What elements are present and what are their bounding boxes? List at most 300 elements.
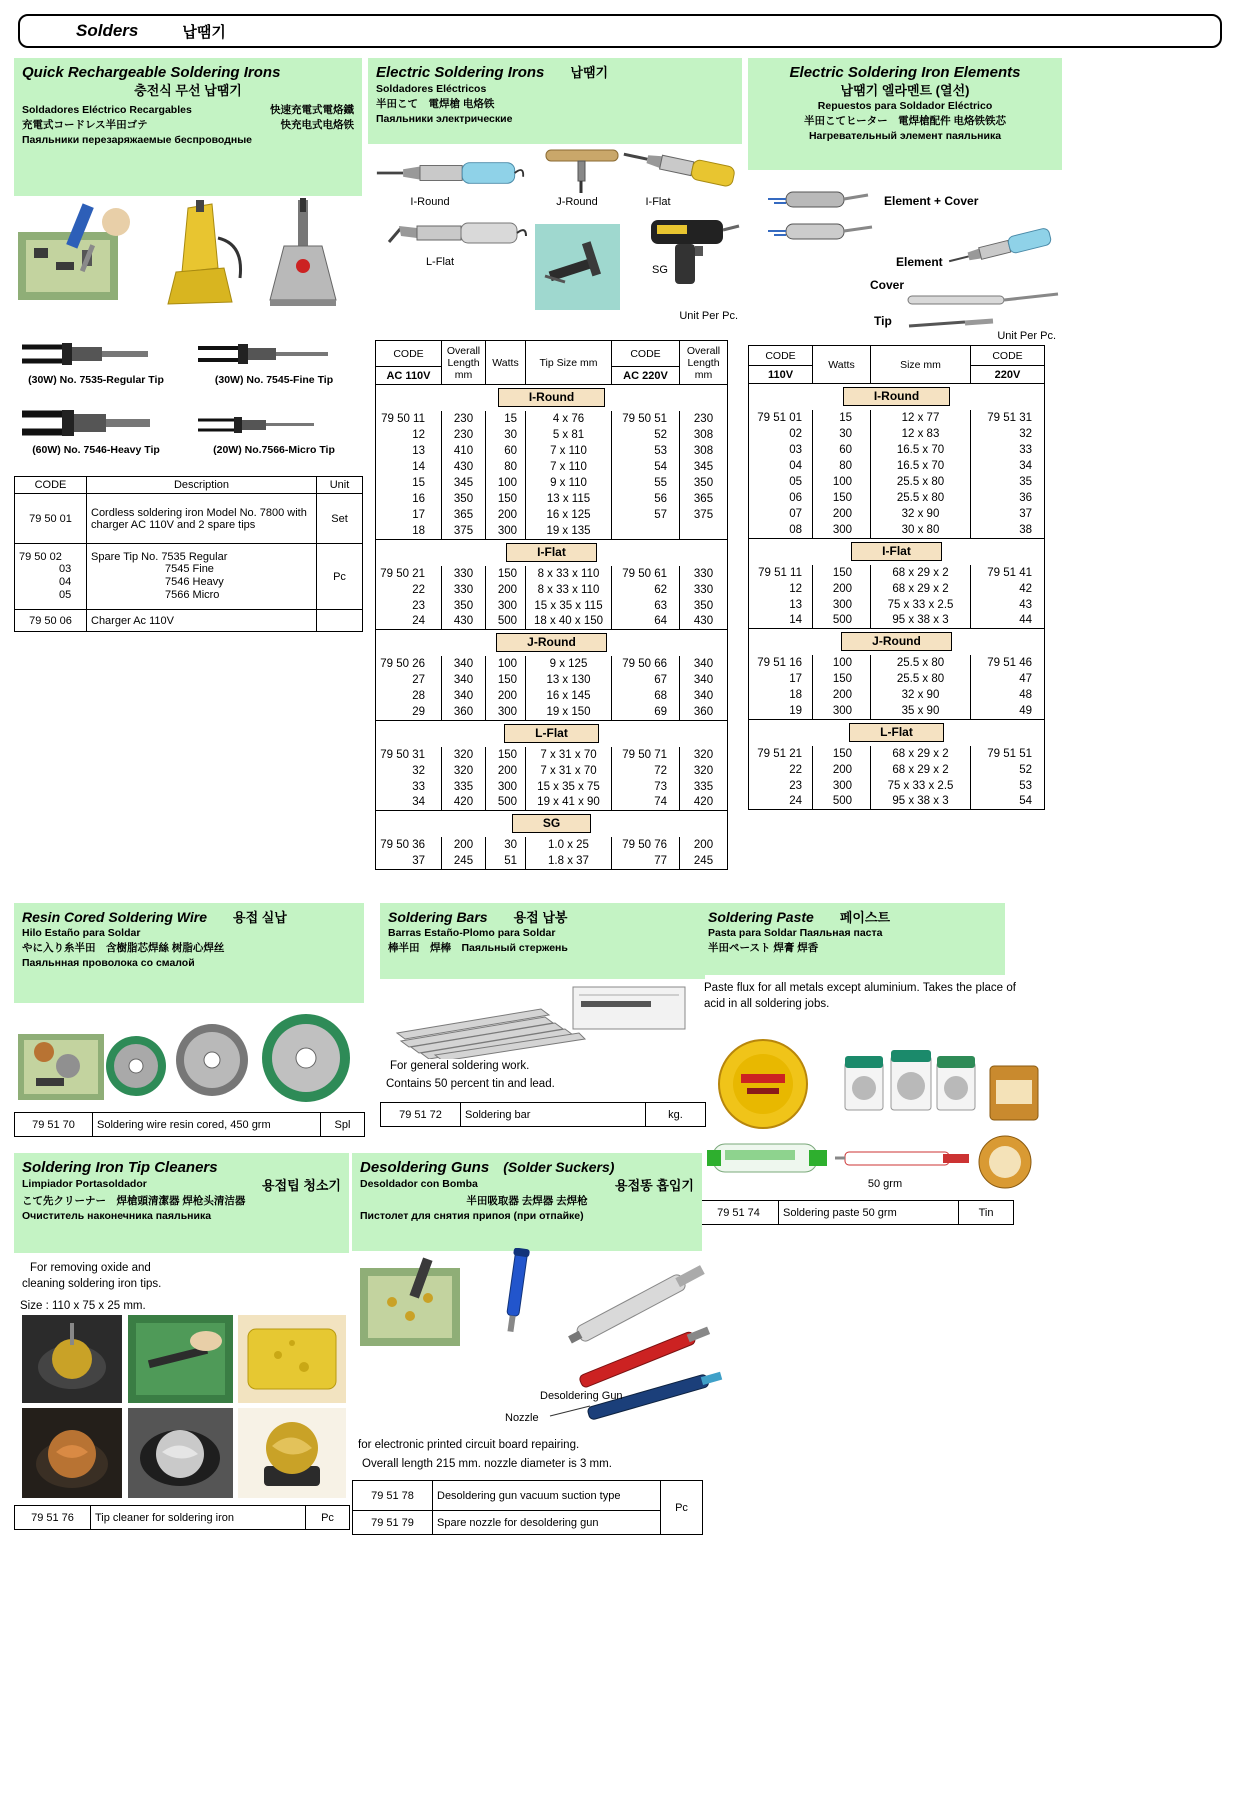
tip-micro-diagram [196, 414, 336, 436]
table-cell: 51 [486, 853, 526, 869]
table-cell: 02 [749, 426, 813, 442]
table-row [749, 671, 1045, 687]
table-cell: 375 [442, 523, 486, 539]
table-cell: 150 [813, 746, 871, 762]
table-cell: 30 [486, 837, 526, 853]
code-cell: 79 50 01 [15, 494, 87, 544]
table-cell: 200 [813, 581, 871, 597]
unit-cell: Pc [306, 1506, 350, 1530]
table-cell: 54 [971, 794, 1045, 810]
table-row [15, 1113, 365, 1137]
table-cell: 200 [442, 837, 486, 853]
table-row [376, 656, 728, 672]
page-title-kr: 납땜기 [182, 23, 226, 41]
table-cell: 330 [442, 566, 486, 582]
table-cell: 14 [749, 613, 813, 629]
table-cell: 79 50 76 [612, 837, 680, 853]
section-title: Resin Cored Soldering Wire [22, 909, 208, 925]
cover-label: Cover [870, 278, 905, 292]
table-cell: 53 [971, 778, 1045, 794]
table-cell: 1.8 x 37 [526, 853, 612, 869]
desoldering-guns-photo [480, 1248, 730, 1434]
element-cover-label: Element + Cover [884, 194, 979, 208]
table-row [376, 475, 728, 491]
table-row [749, 746, 1045, 762]
table-cell: 500 [486, 795, 526, 811]
table-header-row [376, 341, 728, 367]
code-cell: 79 51 72 [381, 1103, 461, 1127]
table-cell: 150 [813, 671, 871, 687]
code-cell: 79 51 78 [353, 1481, 433, 1511]
description-cell: Soldering paste 50 grm [779, 1201, 959, 1225]
col-header-unit: Unit [317, 477, 363, 494]
table-cell [680, 523, 728, 539]
table-cell: 340 [680, 672, 728, 688]
panel-soldering-bars-header [380, 903, 705, 979]
table-cell: 80 [813, 458, 871, 474]
cover-photo [900, 288, 1060, 312]
table-cell: 320 [442, 747, 486, 763]
col-header-size: Size mm [871, 346, 971, 384]
table-cell: 29 [376, 704, 442, 720]
table-cell: 300 [813, 522, 871, 538]
table-cell: 150 [486, 566, 526, 582]
table-cell: 12 x 77 [871, 410, 971, 426]
table-cell: 79 50 61 [612, 566, 680, 582]
table-row [15, 1506, 350, 1530]
table-cell: 42 [971, 581, 1045, 597]
table-cell: 73 [612, 779, 680, 795]
section-band-row [376, 630, 728, 657]
table-row [376, 491, 728, 507]
lang-ja: 半田ペースト 焊膏 焊香 [708, 942, 819, 954]
lang-zh-trad: 快速充電式電烙鐵 [270, 104, 354, 116]
section-band-label: I-Flat [851, 542, 942, 561]
soldering-paste-photos [705, 1032, 1050, 1194]
tip-micro-label: (20W) No.7566-Micro Tip [213, 444, 335, 456]
desoldering-gun-label: Desoldering Gun [540, 1390, 623, 1402]
section-band-row [376, 720, 728, 747]
col-header-length-110: Overall Length mm [442, 341, 486, 385]
table-cell: 04 [749, 458, 813, 474]
panel-soldering-paste-header [700, 903, 1005, 975]
lang-es: Pasta para Soldar Паяльная паста [708, 927, 883, 939]
lang-ja: やに入り糸半田 含樹脂芯焊絲 树脂心焊丝 [22, 942, 225, 954]
description-cell [87, 544, 317, 610]
table-cell: 4 x 76 [526, 411, 612, 427]
table-cell: 38 [971, 522, 1045, 538]
table-cell: 79 51 51 [971, 746, 1045, 762]
table-cell: 79 50 21 [376, 566, 442, 582]
table-row [749, 522, 1045, 538]
table-cell: 300 [486, 704, 526, 720]
cleaner-photo-holder [22, 1315, 122, 1403]
table-cell: 60 [486, 443, 526, 459]
desoldering-note-2: Overall length 215 mm. nozzle diameter is 3 mm. [362, 1458, 612, 1470]
table-cell: 100 [486, 475, 526, 491]
table-cell: 37 [376, 853, 442, 869]
table-row [749, 565, 1045, 581]
table-cell: 345 [442, 475, 486, 491]
table-header-row [15, 477, 363, 494]
code-cell: 79 51 79 [353, 1511, 433, 1535]
table-cell: 200 [813, 506, 871, 522]
table-cell: 68 x 29 x 2 [871, 581, 971, 597]
iron-stand-yellow-photo [158, 198, 252, 310]
table-row [376, 598, 728, 614]
table-cell: 35 x 90 [871, 703, 971, 719]
table-cell: 63 [612, 598, 680, 614]
table-cell: 06 [749, 490, 813, 506]
section-band-row [749, 719, 1045, 746]
description-cell: Charger Ac 110V [87, 610, 317, 632]
table-row [353, 1481, 703, 1511]
table-cell: 300 [486, 598, 526, 614]
header-220v: 220V [971, 366, 1045, 384]
table-cell: 52 [971, 762, 1045, 778]
col-header-code: CODE [15, 477, 87, 494]
table-cell: 25.5 x 80 [871, 490, 971, 506]
section-title: Soldering Paste [708, 909, 814, 925]
table-cell: 15 x 35 x 115 [526, 598, 612, 614]
table-cell: 79 51 41 [971, 565, 1045, 581]
desc-line: 7566 Micro [165, 589, 220, 601]
table-cell: 150 [813, 490, 871, 506]
table-cell: 15 [486, 411, 526, 427]
table-cell: 12 [376, 427, 442, 443]
table-cell: 360 [680, 704, 728, 720]
tip-heavy-diagram [20, 408, 170, 438]
table-cell: 200 [486, 688, 526, 704]
table-cell: 30 [813, 426, 871, 442]
table-cell: 1.0 x 25 [526, 837, 612, 853]
tip-label: Tip [874, 314, 892, 328]
table-row [376, 523, 728, 539]
lang-ru: Паяльнная проволока со смалой [22, 957, 195, 969]
table-row [749, 794, 1045, 810]
lang-es: Repuestos para Soldador Eléctrico [817, 100, 993, 112]
table-cell: 230 [442, 427, 486, 443]
table-cell: 13 [376, 443, 442, 459]
table-row [15, 610, 363, 632]
lang-ru: Паяльники электрические [376, 113, 513, 125]
table-row [15, 494, 363, 544]
table-cell: 32 [971, 426, 1045, 442]
table-cell: 375 [680, 507, 728, 523]
table-cell: 32 [376, 763, 442, 779]
lang-es: Barras Estaño-Plomo para Soldar [388, 927, 556, 939]
table-cell: 19 x 150 [526, 704, 612, 720]
table-cell: 95 x 38 x 3 [871, 794, 971, 810]
table-cell: 340 [442, 672, 486, 688]
desoldering-table [352, 1480, 703, 1535]
table-row [376, 747, 728, 763]
unit-cell: Spl [321, 1113, 365, 1137]
table-cell: 19 x 41 x 90 [526, 795, 612, 811]
table-row [749, 613, 1045, 629]
lang-zh: 半田こて 電焊槍 电烙铁 [376, 98, 495, 110]
lang-ru: Нагревательный элемент паяльника [808, 130, 1002, 142]
panel-electric-irons-header [368, 58, 742, 144]
table-cell: 13 x 115 [526, 491, 612, 507]
section-band-label: L-Flat [504, 724, 599, 743]
table-cell: 18 x 40 x 150 [526, 614, 612, 630]
lang-zh: 半田こてヒーター 電焊槍配件 电烙铁铁芯 [804, 115, 1006, 127]
panel-elements-header [748, 58, 1062, 170]
code-cell [15, 544, 87, 610]
col-header-description: Description [87, 477, 317, 494]
unit-cell: kg. [646, 1103, 706, 1127]
table-cell: 15 [813, 410, 871, 426]
panel-tip-cleaners-header [14, 1153, 349, 1253]
table-cell: 150 [486, 672, 526, 688]
table-row [353, 1511, 703, 1535]
table-row [749, 703, 1045, 719]
table-cell: 32 x 90 [871, 687, 971, 703]
unit-cell: Pc [661, 1481, 703, 1535]
table-cell: 430 [442, 459, 486, 475]
section-subtitle-kr: 용접 납봉 [513, 910, 568, 925]
table-cell: 300 [486, 779, 526, 795]
col-header-watts: Watts [486, 341, 526, 385]
table-row [376, 507, 728, 523]
elements-table [748, 345, 1045, 810]
table-row [749, 426, 1045, 442]
table-row [376, 443, 728, 459]
i-flat-label: I-Flat [645, 196, 671, 208]
table-cell: 44 [971, 613, 1045, 629]
lang-es: Limpiador Portasoldador [22, 1178, 147, 1190]
panel-desoldering-header [352, 1153, 702, 1251]
section-subtitle-kr: 용접똥 흡입기 [615, 1178, 694, 1193]
table-cell: 27 [376, 672, 442, 688]
table-cell: 8 x 33 x 110 [526, 582, 612, 598]
table-cell: 13 x 130 [526, 672, 612, 688]
col-header-code-110: CODE [749, 346, 813, 366]
table-cell: 53 [612, 443, 680, 459]
table-cell: 335 [442, 779, 486, 795]
table-row [749, 442, 1045, 458]
table-cell: 320 [680, 763, 728, 779]
table-cell: 79 51 21 [749, 746, 813, 762]
table-cell: 308 [680, 427, 728, 443]
table-cell: 340 [680, 656, 728, 672]
lang-ru: Очиститель наконечника паяльника [22, 1210, 212, 1222]
table-cell: 14 [376, 459, 442, 475]
description-cell: Tip cleaner for soldering iron [91, 1506, 306, 1530]
sg-label: SG [652, 264, 668, 276]
table-cell: 68 x 29 x 2 [871, 762, 971, 778]
section-title-2: (Solder Suckers) [503, 1159, 615, 1175]
iron-l-flat-photo [385, 214, 530, 252]
table-cell: 15 x 35 x 75 [526, 779, 612, 795]
table-cell: 68 [612, 688, 680, 704]
desc-line: 7545 Fine [165, 563, 214, 575]
table-cell: 245 [680, 853, 728, 869]
electric-irons-table [375, 340, 728, 870]
table-row [749, 778, 1045, 794]
table-cell: 37 [971, 506, 1045, 522]
table-cell: 28 [376, 688, 442, 704]
section-subtitle-kr: 납땜기 [570, 65, 609, 80]
lang-es: Soldadores Eléctrico Recargables [22, 104, 192, 116]
table-row [376, 582, 728, 598]
table-cell: 79 51 46 [971, 655, 1045, 671]
col-header-tip-size: Tip Size mm [526, 341, 612, 385]
table-cell: 54 [612, 459, 680, 475]
tip-heavy-label: (60W) No. 7546-Heavy Tip [32, 444, 160, 456]
table-row [376, 688, 728, 704]
section-band-label: I-Round [843, 387, 950, 406]
desoldering-pcb-photo [358, 1256, 473, 1351]
table-cell: 69 [612, 704, 680, 720]
section-subtitle-kr: 용접팁 청소기 [262, 1178, 341, 1193]
iron-i-flat-photo [620, 146, 738, 192]
table-cell: 47 [971, 671, 1045, 687]
table-cell: 57 [612, 507, 680, 523]
paste-weight-label: 50 grm [867, 1178, 903, 1190]
table-row [376, 853, 728, 869]
header-ac220: AC 220V [612, 367, 680, 385]
section-band-label: L-Flat [849, 723, 944, 742]
table-cell: 77 [612, 853, 680, 869]
table-cell: 79 51 11 [749, 565, 813, 581]
code-line: 05 [59, 589, 72, 601]
header-ac110: AC 110V [376, 367, 442, 385]
table-cell: 16.5 x 70 [871, 442, 971, 458]
page-title-bar [18, 14, 1222, 48]
table-cell: 52 [612, 427, 680, 443]
l-flat-label: L-Flat [425, 256, 455, 268]
lang-ru: Пистолет для снятия припоя (при отпайке) [360, 1210, 584, 1222]
cleaner-photo-mat [128, 1315, 233, 1403]
table-cell: 300 [813, 597, 871, 613]
table-row [749, 581, 1045, 597]
table-cell: 350 [680, 598, 728, 614]
col-header-length-220: Overall Length mm [680, 341, 728, 385]
table-cell: 68 x 29 x 2 [871, 565, 971, 581]
code-line: 79 50 02 [19, 551, 62, 563]
lang-zh-simp: 快充电式电烙铁 [280, 119, 354, 131]
table-cell: 55 [612, 475, 680, 491]
table-cell: 19 [749, 703, 813, 719]
element-cover-photo [752, 186, 880, 260]
lang-es: Soldadores Eléctricos [376, 83, 487, 95]
section-band-label: I-Flat [506, 543, 597, 562]
code-line: 03 [59, 563, 72, 575]
table-cell: 67 [612, 672, 680, 688]
table-cell: 200 [486, 582, 526, 598]
section-subtitle-kr: 페이스트 [839, 910, 891, 925]
table-cell: 330 [680, 582, 728, 598]
table-row [376, 672, 728, 688]
table-cell: 79 50 11 [376, 411, 442, 427]
table-cell: 350 [442, 598, 486, 614]
panel-resin-wire-header [14, 903, 364, 1003]
section-title: Soldering Iron Tip Cleaners [22, 1159, 218, 1176]
description-cell: Desoldering gun vacuum suction type [433, 1481, 661, 1511]
cleaners-note-1: For removing oxide and [30, 1262, 151, 1274]
table-cell: 35 [971, 474, 1045, 490]
table-cell: 12 x 83 [871, 426, 971, 442]
table-cell: 18 [376, 523, 442, 539]
table-cell: 15 [376, 475, 442, 491]
unit-cell: Tin [959, 1201, 1014, 1225]
table-cell: 79 50 31 [376, 747, 442, 763]
section-band-label: J-Round [841, 632, 952, 651]
rechargeable-code-table [14, 476, 363, 632]
section-band-row [749, 384, 1045, 411]
table-row [749, 474, 1045, 490]
desc-line: Spare Tip No. 7535 Regular [91, 551, 228, 563]
table-cell: 36 [971, 490, 1045, 506]
section-title: Soldering Bars [388, 909, 488, 925]
table-cell: 75 x 33 x 2.5 [871, 778, 971, 794]
table-cell: 25.5 x 80 [871, 655, 971, 671]
table-cell: 05 [749, 474, 813, 490]
bars-note-2: Contains 50 percent tin and lead. [386, 1078, 555, 1090]
unit-cell: Pc [317, 544, 363, 610]
table-row [749, 506, 1045, 522]
unit-per-pc-label: Unit Per Pc. [997, 330, 1056, 342]
page-title: Solders [76, 21, 139, 40]
table-cell: 24 [749, 794, 813, 810]
table-cell: 72 [612, 763, 680, 779]
table-cell: 79 50 66 [612, 656, 680, 672]
soldering-paste-table [698, 1200, 1014, 1225]
table-cell: 7 x 110 [526, 459, 612, 475]
table-cell: 7 x 31 x 70 [526, 747, 612, 763]
table-cell: 350 [680, 475, 728, 491]
section-title: Electric Soldering Iron Elements [789, 64, 1021, 81]
table-cell: 16 x 145 [526, 688, 612, 704]
table-cell: 360 [442, 704, 486, 720]
table-cell: 79 51 31 [971, 410, 1045, 426]
table-cell: 64 [612, 614, 680, 630]
table-row [376, 411, 728, 427]
table-cell: 22 [376, 582, 442, 598]
desoldering-note-1: for electronic printed circuit board repairing. [358, 1439, 580, 1451]
table-cell: 100 [813, 655, 871, 671]
table-cell: 13 [749, 597, 813, 613]
table-cell: 16 [376, 491, 442, 507]
table-cell: 150 [486, 747, 526, 763]
section-band-row [376, 539, 728, 566]
lang-ja: 充電式コードレス半田ゴテ [22, 119, 148, 131]
col-header-code-220: CODE [612, 341, 680, 367]
cleaner-photo-sponge [238, 1315, 346, 1403]
table-cell: 33 [376, 779, 442, 795]
iron-i-round-photo [375, 156, 525, 190]
col-header-watts: Watts [813, 346, 871, 384]
table-cell: 34 [376, 795, 442, 811]
unit-per-pc-label: Unit Per Pc. [679, 310, 738, 322]
section-title: Electric Soldering Irons [376, 64, 545, 81]
table-cell: 25.5 x 80 [871, 671, 971, 687]
table-row [749, 597, 1045, 613]
table-row [376, 614, 728, 630]
section-subtitle-kr: 용접 실납 [233, 910, 287, 925]
description-cell: Cordless soldering iron Model No. 7800 with charger AC 110V and 2 spare tips [87, 494, 317, 544]
table-cell: 30 [486, 427, 526, 443]
code-cell: 79 50 06 [15, 610, 87, 632]
table-cell: 430 [442, 614, 486, 630]
section-band-row [376, 811, 728, 838]
table-cell: 100 [486, 656, 526, 672]
table-cell: 17 [376, 507, 442, 523]
table-cell: 335 [680, 779, 728, 795]
table-row [376, 779, 728, 795]
